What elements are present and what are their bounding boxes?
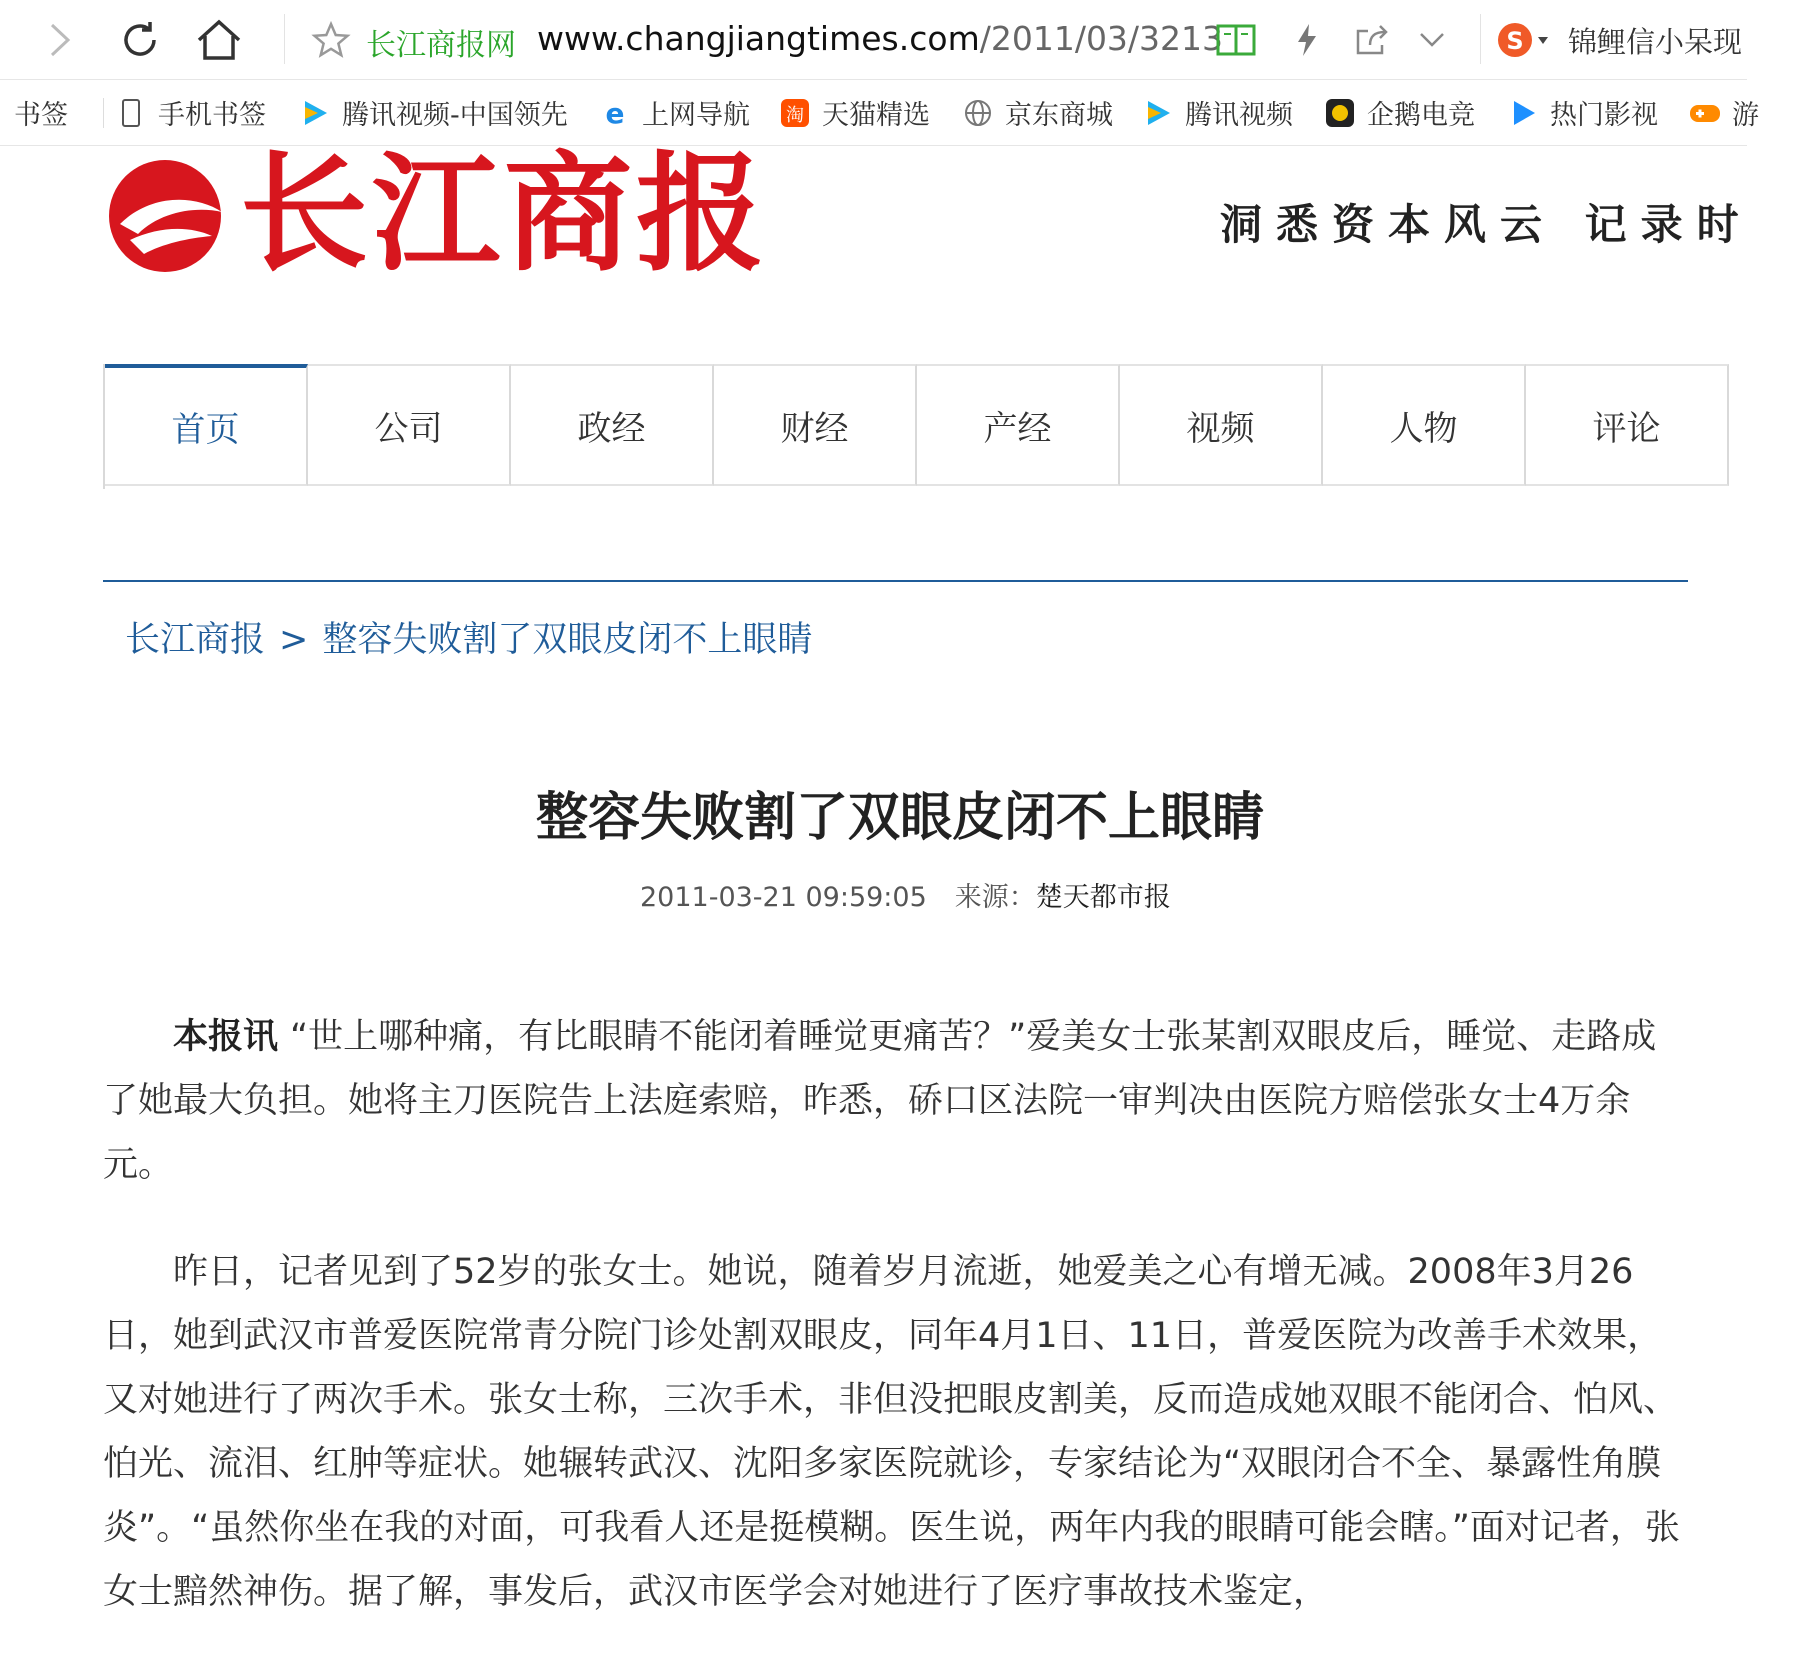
logo-text: 长江商报 [240, 139, 769, 289]
bookmark-label: 京东商城 [1005, 100, 1113, 131]
toolbar-divider [1480, 14, 1481, 64]
home-icon[interactable] [196, 0, 242, 79]
globe-icon [963, 98, 993, 128]
article-datetime: 2011-03-21 09:59:05 [640, 882, 927, 913]
sogou-s-icon[interactable] [1496, 0, 1554, 79]
svg-text:淘: 淘 [786, 104, 804, 126]
reload-icon[interactable] [118, 0, 162, 79]
chevron-down-icon[interactable] [1418, 0, 1446, 79]
bookmark-item[interactable] [1690, 80, 1759, 145]
bookmark-label: 手机书签 [158, 100, 266, 131]
profile-name[interactable]: 锦鲤信小呆现 [1568, 25, 1743, 59]
main-nav [103, 364, 1729, 489]
svg-text:e: e [605, 96, 625, 130]
bookmark-item[interactable] [300, 80, 568, 145]
bookmark-item[interactable] [600, 80, 750, 145]
svg-text:S: S [1506, 26, 1524, 55]
bookmark-label: 热门影视 [1550, 100, 1658, 131]
breadcrumb-current-link[interactable]: 整容失败割了双眼皮闭不上眼睛 [322, 620, 813, 660]
bookmarks-bar [0, 80, 1759, 146]
taobao-icon [780, 98, 810, 128]
bookmark-item[interactable] [963, 80, 1113, 145]
article-body [103, 1005, 1688, 1667]
gamepad-icon [1690, 98, 1720, 128]
url-host: www.changjiangtimes.com [537, 19, 980, 58]
tencent-video-icon [300, 98, 330, 128]
site-logo[interactable] [100, 139, 769, 289]
mobile-phone-icon [116, 98, 146, 128]
article-paragraph [103, 1005, 1688, 1197]
browser-toolbar [0, 0, 1747, 80]
nav-item-politics[interactable]: 政经 [511, 364, 714, 486]
article-source-label: 来源： [954, 882, 1036, 913]
bookmark-label: 腾讯视频 [1185, 100, 1293, 131]
nav-item-video[interactable]: 视频 [1120, 364, 1323, 486]
bookmark-item[interactable] [1143, 80, 1293, 145]
tencent-video-icon [1143, 98, 1173, 128]
bookmark-label: 书签 [14, 100, 68, 131]
ie-e-icon [600, 98, 630, 128]
bookmark-label: 游 [1732, 100, 1759, 131]
bookmark-item[interactable] [1325, 80, 1475, 145]
article-source: 楚天都市报 [1035, 882, 1171, 913]
bookmark-folder[interactable] [14, 80, 68, 145]
paragraph-text: “世上哪种痛，有比眼睛不能闭着睡觉更痛苦？”爱美女士张某割双眼皮后，睡觉、走路成了她最大负担。她将主刀医院告上法庭索赔，昨悉，硚口区法院一审判决由医院方赔偿张女士4万余元。 [103, 1017, 1657, 1185]
toolbar-divider [284, 14, 285, 64]
address-site-label[interactable]: 长江商报网 [366, 28, 516, 63]
nav-item-commentary[interactable]: 评论 [1526, 364, 1729, 486]
nav-item-company[interactable]: 公司 [308, 364, 511, 486]
nav-item-industry[interactable]: 产经 [917, 364, 1120, 486]
lead-label: 本报讯 [173, 1017, 279, 1057]
forward-icon[interactable] [44, 0, 74, 79]
address-bar-url[interactable] [537, 19, 1224, 58]
bookmark-item[interactable] [780, 80, 930, 145]
bookmark-label: 天猫精选 [822, 100, 930, 131]
nav-item-home[interactable]: 首页 [105, 364, 308, 486]
article-title: 整容失败割了双眼皮闭不上眼睛 [535, 788, 1264, 848]
breadcrumb-separator: > [279, 620, 309, 660]
nav-item-finance[interactable]: 财经 [714, 364, 917, 486]
bookmark-label: 企鹅电竞 [1367, 100, 1475, 131]
logo-emblem-icon [100, 154, 230, 274]
bookmark-item[interactable] [116, 80, 266, 145]
site-slogan: 洞悉资本风云 记录时 [1220, 200, 1753, 249]
reader-mode-icon[interactable] [1216, 0, 1256, 79]
bookmarks-divider [103, 98, 104, 128]
nav-item-people[interactable]: 人物 [1323, 364, 1526, 486]
article-meta [640, 875, 1171, 914]
favorite-star-icon[interactable] [312, 0, 350, 79]
bookmark-label: 腾讯视频-中国领先 [342, 100, 568, 131]
penguin-esports-icon [1325, 98, 1355, 128]
bookmark-item[interactable] [1508, 80, 1658, 145]
share-icon[interactable] [1354, 0, 1390, 79]
url-path: /2011/03/3213 [979, 19, 1224, 58]
paragraph-text: 昨日，记者见到了52岁的张女士。她说，随着岁月流逝，她爱美之心有增无减。2008年3月26日，她到武汉市普爱医院常青分院门诊处割双眼皮，同年4月1日、11日，普爱医院为改善手术效果，又对她进行了两次手术。张女士称，三次手术，非但没把眼皮割美，反而造成她双眼不能闭合、怕风、怕光、流泪、红肿等症状。她辗转武汉、沈阳多家医院就诊，专家结论为“双眼闭合不全、暴露性角膜炎”。“虽然你坐在我的对面，可我看人还是挺模糊。医生说，两年内我的眼睛可能会瞎。”面对记者，张女士黯然神伤。据了解，事发后，武汉市医学会对她进行了医疗事故技术鉴定， [103, 1252, 1680, 1612]
section-divider [103, 580, 1688, 582]
lightning-icon[interactable] [1295, 0, 1319, 79]
breadcrumb-home-link[interactable]: 长江商报 [125, 620, 266, 660]
breadcrumb [125, 612, 826, 662]
bookmark-label: 上网导航 [642, 100, 750, 131]
article-paragraph [103, 1240, 1688, 1624]
play-icon [1508, 98, 1538, 128]
